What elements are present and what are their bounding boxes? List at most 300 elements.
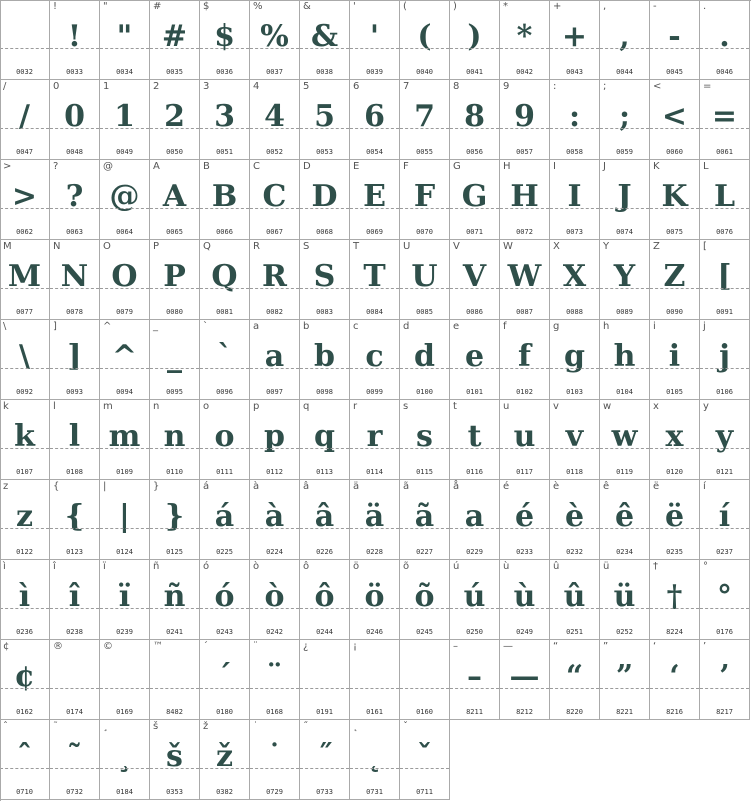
- glyph-code: 8482: [166, 708, 183, 716]
- baseline-guide: [50, 688, 99, 689]
- glyph-sample: â: [314, 499, 335, 534]
- glyph-sample: .: [719, 19, 730, 54]
- baseline-guide: [500, 48, 549, 49]
- glyph-code: 0168: [266, 708, 283, 716]
- glyph-cell: [500, 560, 550, 640]
- glyph-code: 0169: [116, 708, 133, 716]
- glyph-char-label: °: [703, 561, 708, 572]
- glyph-sample: [300, 654, 349, 700]
- glyph-sample: p: [264, 419, 285, 454]
- glyph-sample: &: [310, 19, 339, 54]
- glyph-sample: —: [509, 659, 540, 694]
- glyph-sample: T: [363, 259, 386, 294]
- glyph-cell: [650, 0, 700, 80]
- glyph-cell: [0, 400, 50, 480]
- baseline-guide: [550, 288, 599, 289]
- glyph-cell: [50, 320, 100, 400]
- glyph-code: 0238: [66, 628, 83, 636]
- glyph-char-label: X: [553, 241, 560, 252]
- glyph-cell: [500, 640, 550, 720]
- glyph-code: 0233: [516, 548, 533, 556]
- glyph-code: 0113: [316, 468, 333, 476]
- glyph-cell: [500, 240, 550, 320]
- glyph-cell: [500, 400, 550, 480]
- glyph-sample: ï: [118, 579, 131, 614]
- glyph-code: 0034: [116, 68, 133, 76]
- glyph-cell: [350, 80, 400, 160]
- glyph-char-label: ˆ: [3, 721, 8, 732]
- glyph-sample: ´: [217, 659, 232, 694]
- glyph-code: 0731: [366, 788, 383, 796]
- glyph-cell: [0, 720, 50, 800]
- glyph-cell: [700, 80, 750, 160]
- glyph-code: 0228: [366, 548, 383, 556]
- glyph-cell: [700, 240, 750, 320]
- glyph-cell: [550, 480, 600, 560]
- glyph-char-label: *: [503, 1, 508, 12]
- glyph-code: 0090: [666, 308, 683, 316]
- glyph-char-label: j: [703, 321, 706, 332]
- baseline-guide: [700, 528, 749, 529]
- glyph-cell: [300, 320, 350, 400]
- baseline-guide: [650, 128, 699, 129]
- glyph-cell: [200, 80, 250, 160]
- baseline-guide: [300, 208, 349, 209]
- glyph-char-label: –: [453, 641, 458, 652]
- glyph-sample: ¨: [267, 659, 282, 694]
- glyph-code: 0114: [366, 468, 383, 476]
- glyph-sample: B: [211, 179, 238, 214]
- glyph-char-label: Q: [203, 241, 211, 252]
- baseline-guide: [700, 208, 749, 209]
- glyph-char-label: š: [153, 721, 159, 732]
- glyph-sample: “: [565, 659, 584, 694]
- glyph-sample: †: [666, 579, 683, 614]
- glyph-cell: [50, 400, 100, 480]
- glyph-sample: t: [467, 419, 482, 454]
- baseline-guide: [250, 608, 299, 609]
- glyph-cell: [300, 640, 350, 720]
- glyph-char-label: w: [603, 401, 612, 412]
- glyph-char-label: 5: [303, 81, 310, 92]
- glyph-code: 0249: [516, 628, 533, 636]
- baseline-guide: [150, 768, 199, 769]
- glyph-sample: ü: [613, 579, 636, 614]
- glyph-sample: á: [214, 499, 235, 534]
- baseline-guide: [500, 368, 549, 369]
- glyph-code: 0060: [666, 148, 683, 156]
- glyph-char-label: ã: [403, 481, 410, 492]
- glyph-char-label: ˜: [53, 721, 58, 732]
- baseline-guide: [500, 528, 549, 529]
- glyph-code: 0056: [466, 148, 483, 156]
- glyph-sample: ù: [513, 579, 536, 614]
- glyph-sample: Y: [613, 259, 636, 294]
- glyph-sample: w: [611, 419, 638, 454]
- glyph-sample: b: [314, 339, 335, 374]
- glyph-code: 0236: [16, 628, 33, 636]
- glyph-sample: K: [661, 179, 688, 214]
- glyph-sample: u: [513, 419, 536, 454]
- glyph-char-label: ¨: [253, 641, 258, 652]
- baseline-guide: [700, 448, 749, 449]
- glyph-code: 0062: [16, 228, 33, 236]
- glyph-cell: [650, 160, 700, 240]
- glyph-code: 0089: [616, 308, 633, 316]
- glyph-cell: [150, 160, 200, 240]
- glyph-code: 0232: [566, 548, 583, 556]
- glyph-code: 0250: [466, 628, 483, 636]
- glyph-cell: [100, 0, 150, 80]
- glyph-char-label: W: [503, 241, 513, 252]
- glyph-cell: [0, 80, 50, 160]
- glyph-sample: <: [661, 99, 688, 134]
- baseline-guide: [300, 608, 349, 609]
- glyph-char-label: K: [653, 161, 660, 172]
- glyph-code: 0107: [16, 468, 33, 476]
- glyph-code: 0037: [266, 68, 283, 76]
- baseline-guide: [50, 48, 99, 49]
- baseline-guide: [700, 128, 749, 129]
- baseline-guide: [100, 528, 149, 529]
- baseline-guide: [350, 768, 399, 769]
- glyph-cell: [300, 0, 350, 80]
- glyph-code: 0066: [216, 228, 233, 236]
- glyph-code: 0032: [16, 68, 33, 76]
- glyph-char-label: ˙: [253, 721, 258, 732]
- glyph-cell: [300, 480, 350, 560]
- glyph-char-label: #: [153, 1, 162, 12]
- glyph-cell: [600, 0, 650, 80]
- glyph-sample: ): [467, 19, 482, 54]
- glyph-code: 0100: [416, 388, 433, 396]
- glyph-cell: [550, 320, 600, 400]
- glyph-sample: A: [162, 179, 187, 214]
- glyph-code: 0246: [366, 628, 383, 636]
- baseline-guide: [50, 768, 99, 769]
- glyph-code: 0035: [166, 68, 183, 76]
- glyph-cell: [550, 80, 600, 160]
- baseline-guide: [400, 688, 449, 689]
- glyph-code: 0081: [216, 308, 233, 316]
- glyph-cell: [650, 240, 700, 320]
- glyph-sample: c: [365, 339, 384, 374]
- baseline-guide: [0, 528, 49, 529]
- glyph-sample: ˇ: [417, 739, 432, 774]
- glyph-code: 0036: [216, 68, 233, 76]
- glyph-char-label: ô: [303, 561, 310, 572]
- baseline-guide: [450, 448, 499, 449]
- glyph-cell: [250, 720, 300, 800]
- glyph-char-label: 4: [253, 81, 260, 92]
- baseline-guide: [500, 208, 549, 209]
- baseline-guide: [700, 608, 749, 609]
- glyph-code: 0047: [16, 148, 33, 156]
- glyph-sample: *: [516, 19, 533, 54]
- glyph-cell: [600, 640, 650, 720]
- glyph-code: 0092: [16, 388, 33, 396]
- baseline-guide: [0, 448, 49, 449]
- glyph-char-label: ö: [353, 561, 360, 572]
- glyph-sample: #: [161, 19, 188, 54]
- glyph-sample: ˛: [367, 739, 382, 774]
- glyph-cell: [250, 0, 300, 80]
- glyph-code: 0038: [316, 68, 333, 76]
- glyph-sample: y: [715, 419, 734, 454]
- glyph-cell: [700, 560, 750, 640]
- glyph-sample: V: [462, 259, 487, 294]
- glyph-sample: C: [262, 179, 287, 214]
- glyph-char-label: 1: [103, 81, 110, 92]
- glyph-char-label: `: [203, 321, 208, 332]
- glyph-cell: [700, 160, 750, 240]
- glyph-char-label: 6: [353, 81, 360, 92]
- glyph-char-label: o: [203, 401, 210, 412]
- glyph-char-label: S: [303, 241, 310, 252]
- baseline-guide: [0, 368, 49, 369]
- baseline-guide: [700, 368, 749, 369]
- glyph-sample: š: [166, 739, 183, 774]
- glyph-sample: ä: [364, 499, 385, 534]
- glyph-code: 0102: [516, 388, 533, 396]
- glyph-char-label: Y: [603, 241, 610, 252]
- baseline-guide: [150, 48, 199, 49]
- glyph-char-label: ]: [53, 321, 57, 332]
- glyph-cell: [450, 240, 500, 320]
- glyph-code: 8220: [566, 708, 583, 716]
- glyph-code: 0120: [666, 468, 683, 476]
- glyph-code: 0086: [466, 308, 483, 316]
- glyph-sample: $: [214, 19, 235, 54]
- glyph-sample: ;: [618, 99, 631, 134]
- baseline-guide: [650, 48, 699, 49]
- baseline-guide: [450, 288, 499, 289]
- glyph-char-label: i: [653, 321, 656, 332]
- glyph-sample: =: [711, 99, 738, 134]
- glyph-char-label: l: [53, 401, 56, 412]
- grid-top-border: [0, 0, 751, 1]
- glyph-code: 0088: [566, 308, 583, 316]
- glyph-code: 0051: [216, 148, 233, 156]
- glyph-sample: O: [111, 259, 138, 294]
- glyph-cell: [600, 400, 650, 480]
- glyph-char-label: ': [353, 1, 356, 12]
- baseline-guide: [200, 208, 249, 209]
- glyph-cell: [500, 80, 550, 160]
- glyph-sample: à: [264, 499, 285, 534]
- glyph-char-label: ˇ: [403, 721, 408, 732]
- glyph-cell: [250, 80, 300, 160]
- glyph-char-label: I: [553, 161, 556, 172]
- glyph-char-label: A: [153, 161, 160, 172]
- glyph-char-label: B: [203, 161, 210, 172]
- baseline-guide: [350, 288, 399, 289]
- baseline-guide: [0, 208, 49, 209]
- glyph-code: 0057: [516, 148, 533, 156]
- glyph-code: 0076: [716, 228, 733, 236]
- baseline-guide: [350, 608, 399, 609]
- glyph-code: 0382: [216, 788, 233, 796]
- glyph-cell: [150, 480, 200, 560]
- baseline-guide: [200, 608, 249, 609]
- glyph-char-label: ž: [203, 721, 209, 732]
- glyph-code: 0055: [416, 148, 433, 156]
- glyph-code: 0125: [166, 548, 183, 556]
- glyph-code: 0116: [466, 468, 483, 476]
- glyph-cell: [500, 320, 550, 400]
- baseline-guide: [100, 288, 149, 289]
- glyph-cell: [400, 560, 450, 640]
- glyph-sample: J: [617, 179, 632, 214]
- glyph-code: 0104: [616, 388, 633, 396]
- baseline-guide: [450, 528, 499, 529]
- glyph-code: 0072: [516, 228, 533, 236]
- glyph-cell: [550, 0, 600, 80]
- glyph-char-label: ï: [103, 561, 106, 572]
- glyph-char-label: N: [53, 241, 61, 252]
- glyph-code: 0191: [316, 708, 333, 716]
- glyph-sample: E: [363, 179, 386, 214]
- glyph-char-label: (: [403, 1, 407, 12]
- glyph-sample: e: [464, 339, 485, 374]
- baseline-guide: [100, 608, 149, 609]
- glyph-code: 0101: [466, 388, 483, 396]
- glyph-cell: [200, 240, 250, 320]
- glyph-cell: [0, 480, 50, 560]
- glyph-cell: [250, 320, 300, 400]
- glyph-sample: ]: [67, 339, 82, 374]
- glyph-cell: [350, 320, 400, 400]
- glyph-sample: ‘: [669, 659, 680, 694]
- baseline-guide: [300, 768, 349, 769]
- glyph-code: 0097: [266, 388, 283, 396]
- glyph-char-label: ò: [253, 561, 260, 572]
- glyph-cell: [650, 480, 700, 560]
- glyph-sample: 3: [214, 99, 235, 134]
- baseline-guide: [0, 128, 49, 129]
- glyph-cell: [300, 160, 350, 240]
- glyph-code: 0049: [116, 148, 133, 156]
- baseline-guide: [400, 208, 449, 209]
- baseline-guide: [650, 608, 699, 609]
- glyph-cell: [450, 560, 500, 640]
- glyph-code: 0729: [266, 788, 283, 796]
- glyph-sample: ”: [615, 659, 634, 694]
- glyph-cell: [350, 640, 400, 720]
- glyph-cell: [600, 80, 650, 160]
- glyph-code: 0077: [16, 308, 33, 316]
- glyph-cell: [400, 480, 450, 560]
- glyph-sample: í: [718, 499, 731, 534]
- glyph-char-label: ¡: [353, 641, 358, 652]
- glyph-cell: [300, 400, 350, 480]
- glyph-code: 0235: [666, 548, 683, 556]
- glyph-code: 0061: [716, 148, 733, 156]
- glyph-sample: ã: [414, 499, 435, 534]
- glyph-sample: ë: [664, 499, 685, 534]
- glyph-char-label: ;: [603, 81, 607, 92]
- glyph-cell: [350, 560, 400, 640]
- glyph-sample: W: [507, 259, 542, 294]
- baseline-guide: [700, 688, 749, 689]
- glyph-cell: [150, 80, 200, 160]
- glyph-char-label: L: [703, 161, 709, 172]
- glyph-char-label: b: [303, 321, 310, 332]
- glyph-cell: [0, 240, 50, 320]
- glyph-sample: q: [314, 419, 335, 454]
- baseline-guide: [0, 768, 49, 769]
- glyph-code: 8217: [716, 708, 733, 716]
- baseline-guide: [200, 368, 249, 369]
- glyph-sample: ,: [619, 19, 630, 54]
- glyph-code: 0106: [716, 388, 733, 396]
- glyph-cell: [100, 640, 150, 720]
- glyph-code: 0160: [416, 708, 433, 716]
- glyph-char-label: e: [453, 321, 460, 332]
- glyph-cell: [400, 720, 450, 800]
- glyph-sample: ˆ: [17, 739, 32, 774]
- glyph-code: 0124: [116, 548, 133, 556]
- glyph-code: 0084: [366, 308, 383, 316]
- baseline-guide: [300, 448, 349, 449]
- baseline-guide: [250, 688, 299, 689]
- glyph-cell: [400, 240, 450, 320]
- glyph-cell: [100, 320, 150, 400]
- glyph-cell: [650, 640, 700, 720]
- glyph-char-label: $: [203, 1, 210, 12]
- glyph-cell: [700, 400, 750, 480]
- glyph-char-label: t: [453, 401, 457, 412]
- glyph-sample: ê: [614, 499, 635, 534]
- glyph-cell: [50, 0, 100, 80]
- glyph-code: 0118: [566, 468, 583, 476]
- glyph-cell: [350, 240, 400, 320]
- glyph-cell: [400, 640, 450, 720]
- baseline-guide: [50, 368, 99, 369]
- baseline-guide: [350, 368, 399, 369]
- glyph-code: 0098: [316, 388, 333, 396]
- glyph-code: 0087: [516, 308, 533, 316]
- glyph-char-label: ,: [603, 1, 607, 12]
- baseline-guide: [550, 688, 599, 689]
- glyph-char-label: ü: [603, 561, 610, 572]
- glyph-cell: [150, 320, 200, 400]
- glyph-cell: [150, 240, 200, 320]
- glyph-char-label: <: [653, 81, 662, 92]
- baseline-guide: [450, 208, 499, 209]
- baseline-guide: [400, 768, 449, 769]
- glyph-cell: [600, 480, 650, 560]
- baseline-guide: [250, 208, 299, 209]
- glyph-cell: [100, 720, 150, 800]
- glyph-char-label: ú: [453, 561, 460, 572]
- glyph-sample: è: [564, 499, 585, 534]
- glyph-char-label: &: [303, 1, 311, 12]
- glyph-char-label: T: [353, 241, 360, 252]
- glyph-sample: [50, 654, 99, 700]
- glyph-code: 0093: [66, 388, 83, 396]
- glyph-char-label: ñ: [153, 561, 160, 572]
- glyph-cell: [450, 640, 500, 720]
- baseline-guide: [650, 288, 699, 289]
- glyph-cell: [400, 160, 450, 240]
- glyph-cell: [600, 160, 650, 240]
- glyph-sample: }: [164, 499, 185, 534]
- glyph-char-label: 9: [503, 81, 510, 92]
- glyph-cell: [550, 560, 600, 640]
- baseline-guide: [150, 608, 199, 609]
- glyph-sample: U: [411, 259, 438, 294]
